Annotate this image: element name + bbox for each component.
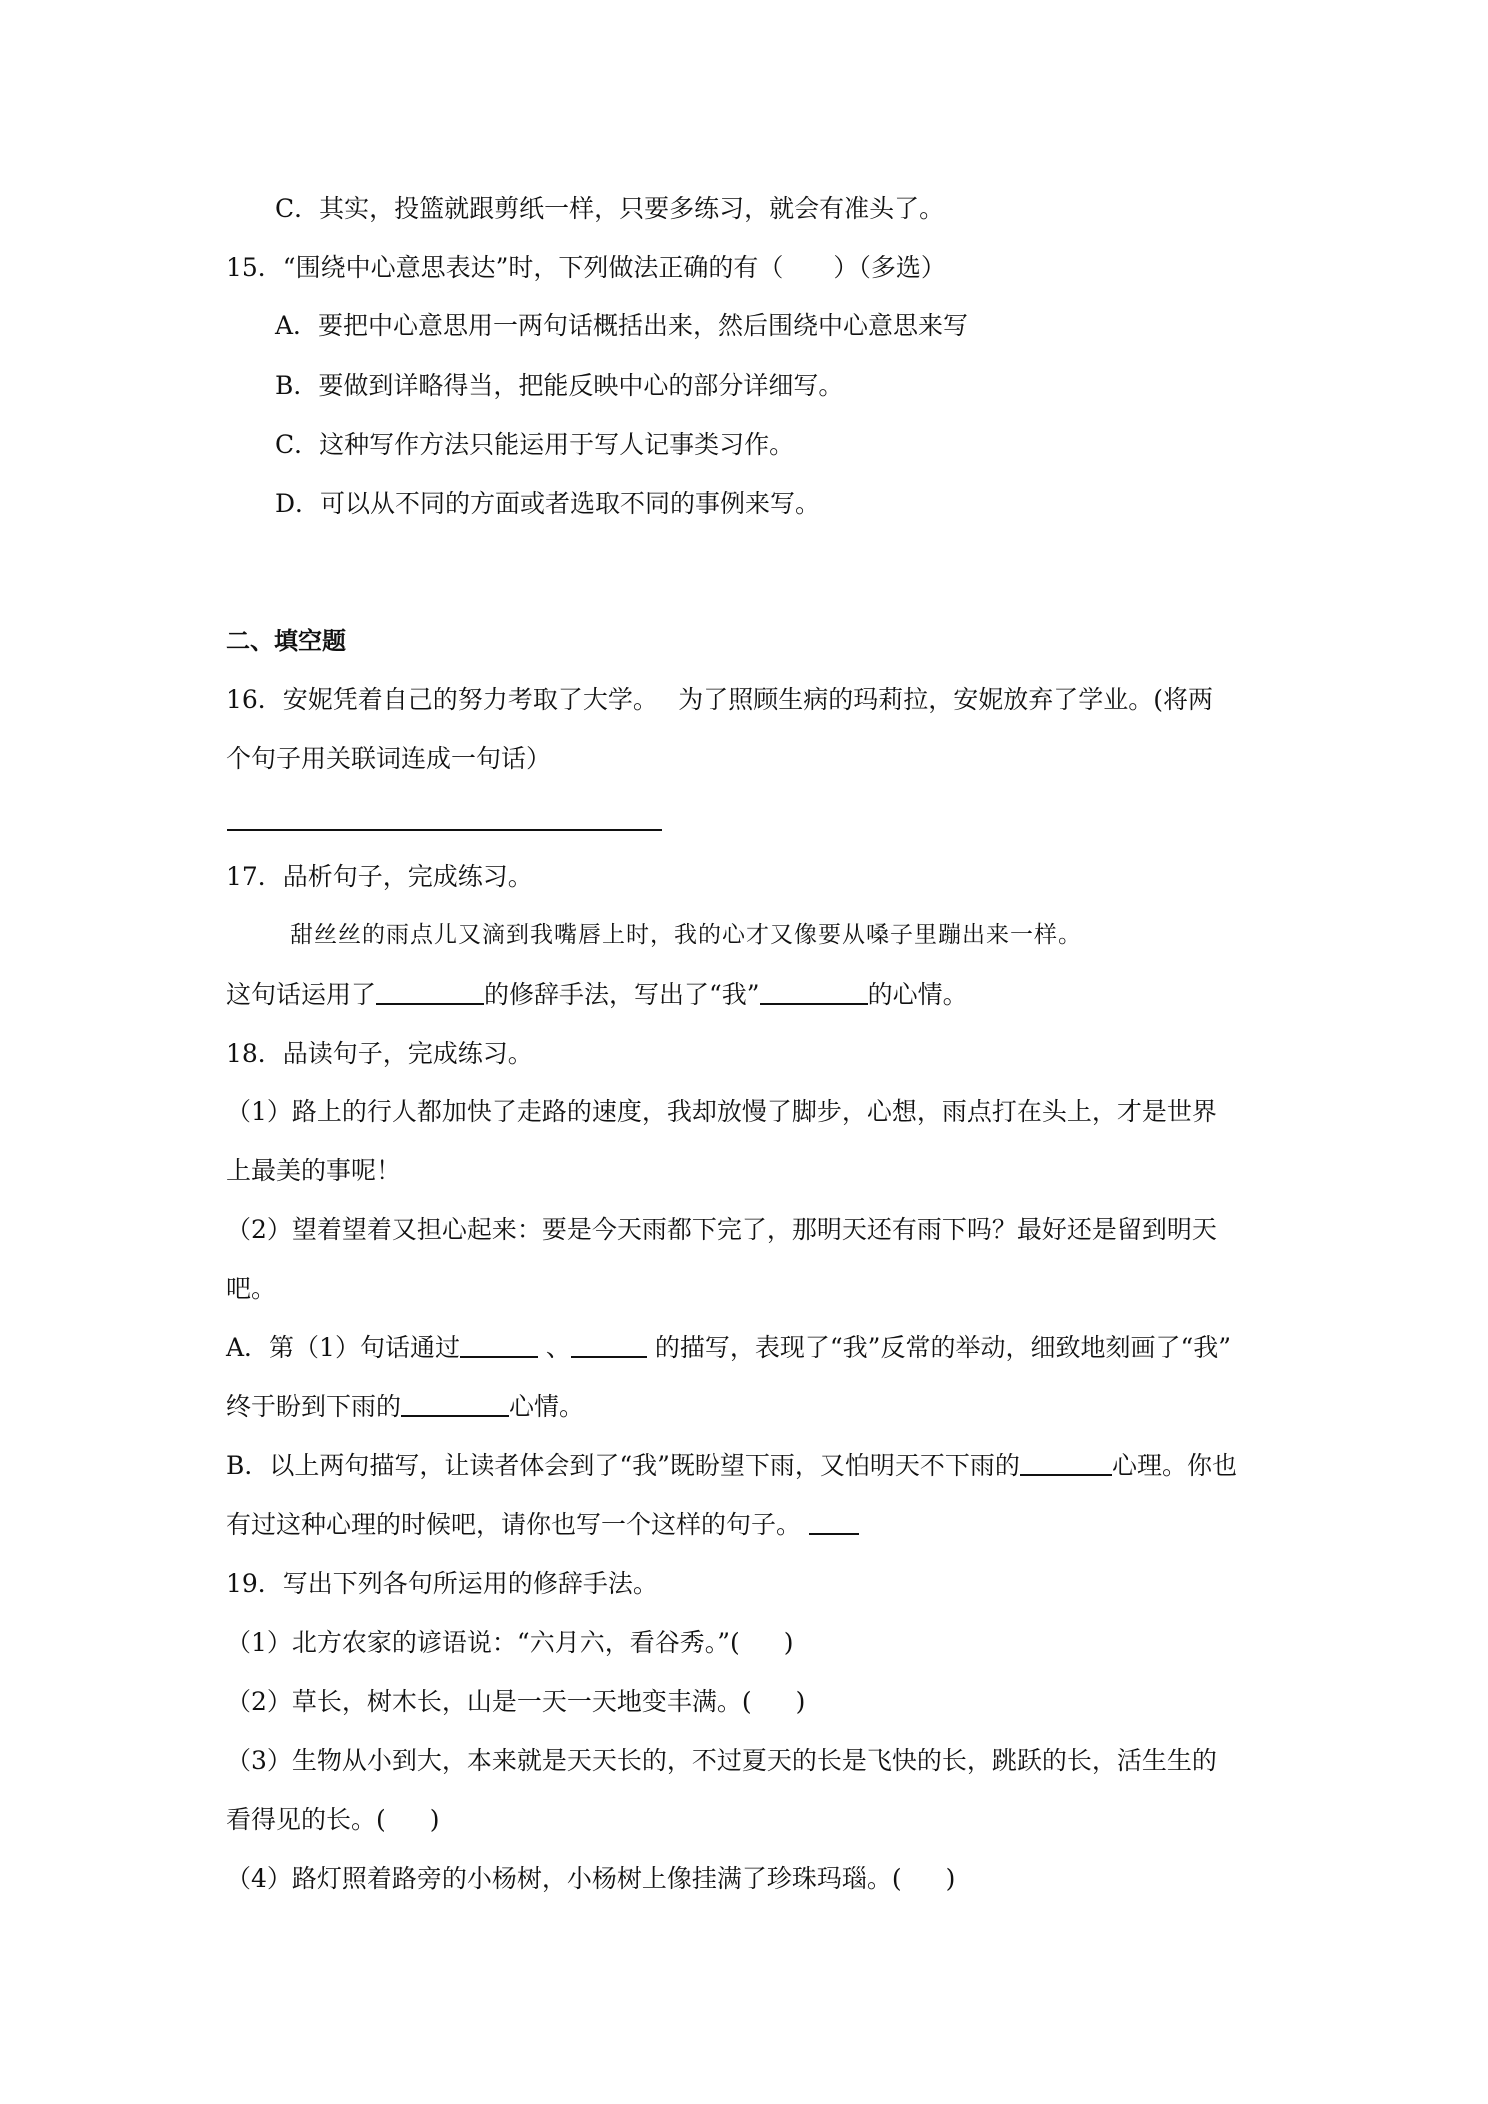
- q19-s1-text: （1）北方农家的谚语说：“六月六，看谷秀。”(: [226, 1628, 740, 1657]
- q18-a-text3: 的描写，表现了“我”反常的举动，细致地刻画了“我”: [654, 1333, 1232, 1362]
- q18-part-a-line2: [226, 1390, 584, 1424]
- q17-blank-mood[interactable]: [760, 979, 868, 1005]
- q18-b-text2: 心理。你也: [1111, 1451, 1237, 1480]
- q16-line1: 16．安妮凭着自己的努力考取了大学。 为了照顾生病的玛莉拉，安妮放弃了学业。(将两: [226, 685, 1214, 714]
- q18-part-b-line1: [226, 1449, 1237, 1483]
- q19-sentence3-line2: [226, 1803, 440, 1837]
- q15-stem: 15．“围绕中心意思表达”时，下列做法正确的有（ ）（多选）: [226, 253, 946, 282]
- q17-fill-text-a: 这句话运用了: [226, 980, 377, 1009]
- q19-sentence1: [226, 1626, 794, 1660]
- q19-s3-close: ): [429, 1805, 440, 1834]
- q19-s1-close: ): [783, 1628, 794, 1657]
- q18-sentence1-line1: （1）路上的行人都加快了走路的速度，我却放慢了脚步，心想，雨点打在头上，才是世界: [226, 1097, 1217, 1126]
- q19-s4-text: （4）路灯照着路旁的小杨树，小杨树上像挂满了珍珠玛瑙。(: [226, 1864, 902, 1893]
- q15-option-a: A．要把中心意思用一两句话概括出来，然后围绕中心意思来写: [275, 311, 969, 340]
- q19-sentence3-line1: （3）生物从小到大，本来就是天天长的，不过夏天的长是飞快的长，跳跃的长，活生生的: [226, 1746, 1217, 1775]
- q16-answer-line[interactable]: [227, 829, 662, 831]
- q19-sentence4: [226, 1862, 955, 1896]
- q19-s2-text: （2）草长，树木长，山是一天一天地变丰满。(: [226, 1687, 752, 1716]
- q18-a-blank2[interactable]: [571, 1332, 647, 1358]
- q18-sentence1-line2: 上最美的事呢！: [226, 1156, 402, 1185]
- q17-fill-text-c: 的心情。: [867, 980, 968, 1009]
- q18-part-a-line1: [226, 1331, 1231, 1365]
- q18-stem: 18．品读句子，完成练习。: [226, 1039, 533, 1068]
- q18-b-blank1[interactable]: [1020, 1450, 1112, 1476]
- q18-a-blank1[interactable]: [460, 1332, 538, 1358]
- q16-line2: 个句子用关联词连成一句话）: [226, 744, 552, 773]
- q15-option-d: D．可以从不同的方面或者选取不同的事例来写。: [275, 489, 821, 518]
- q17-quote: 甜丝丝的雨点儿又滴到我嘴唇上时，我的心才又像要从嗓子里蹦出来一样。: [290, 922, 1082, 948]
- q18-a-text4: 终于盼到下雨的: [226, 1392, 402, 1421]
- q19-stem: 19．写出下列各句所运用的修辞手法。: [226, 1569, 658, 1598]
- q18-a-text1: A．第（1）句话通过: [226, 1333, 460, 1362]
- q15-option-b: B．要做到详略得当，把能反映中心的部分详细写。: [275, 371, 844, 400]
- section-heading-fill-blank: 二、填空题: [226, 627, 346, 655]
- q17-fill-text-b: 的修辞手法，写出了“我”: [484, 980, 760, 1009]
- q17-fill-line: [226, 978, 968, 1012]
- q19-s3-text: 看得见的长。(: [226, 1805, 386, 1834]
- q18-sentence2-line1: （2）望着望着又担心起来：要是今天雨都下完了，那明天还有雨下吗？最好还是留到明天: [226, 1215, 1217, 1244]
- q18-b-text3: 有过这种心理的时候吧，请你也写一个这样的句子。: [226, 1510, 802, 1539]
- q18-a-text2: 、: [545, 1333, 571, 1362]
- q17-stem: 17．品析句子，完成练习。: [226, 862, 533, 891]
- q18-a-blank3[interactable]: [401, 1391, 509, 1417]
- q18-part-b-line2: [226, 1508, 859, 1542]
- q19-s4-close: ): [945, 1864, 956, 1893]
- q18-sentence2-line2: 吧。: [226, 1274, 277, 1303]
- q14-option-c: C．其实，投篮就跟剪纸一样，只要多练习，就会有准头了。: [275, 194, 945, 223]
- q19-s2-close: ): [795, 1687, 806, 1716]
- q17-blank-rhetoric[interactable]: [376, 979, 484, 1005]
- q19-sentence2: [226, 1685, 805, 1719]
- q18-b-text1: B．以上两句描写，让读者体会到了“我”既盼望下雨，又怕明天不下雨的: [226, 1451, 1020, 1480]
- q18-a-text5: 心情。: [509, 1392, 585, 1421]
- q15-option-c: C．这种写作方法只能运用于写人记事类习作。: [275, 430, 795, 459]
- q18-b-blank2[interactable]: [809, 1509, 859, 1535]
